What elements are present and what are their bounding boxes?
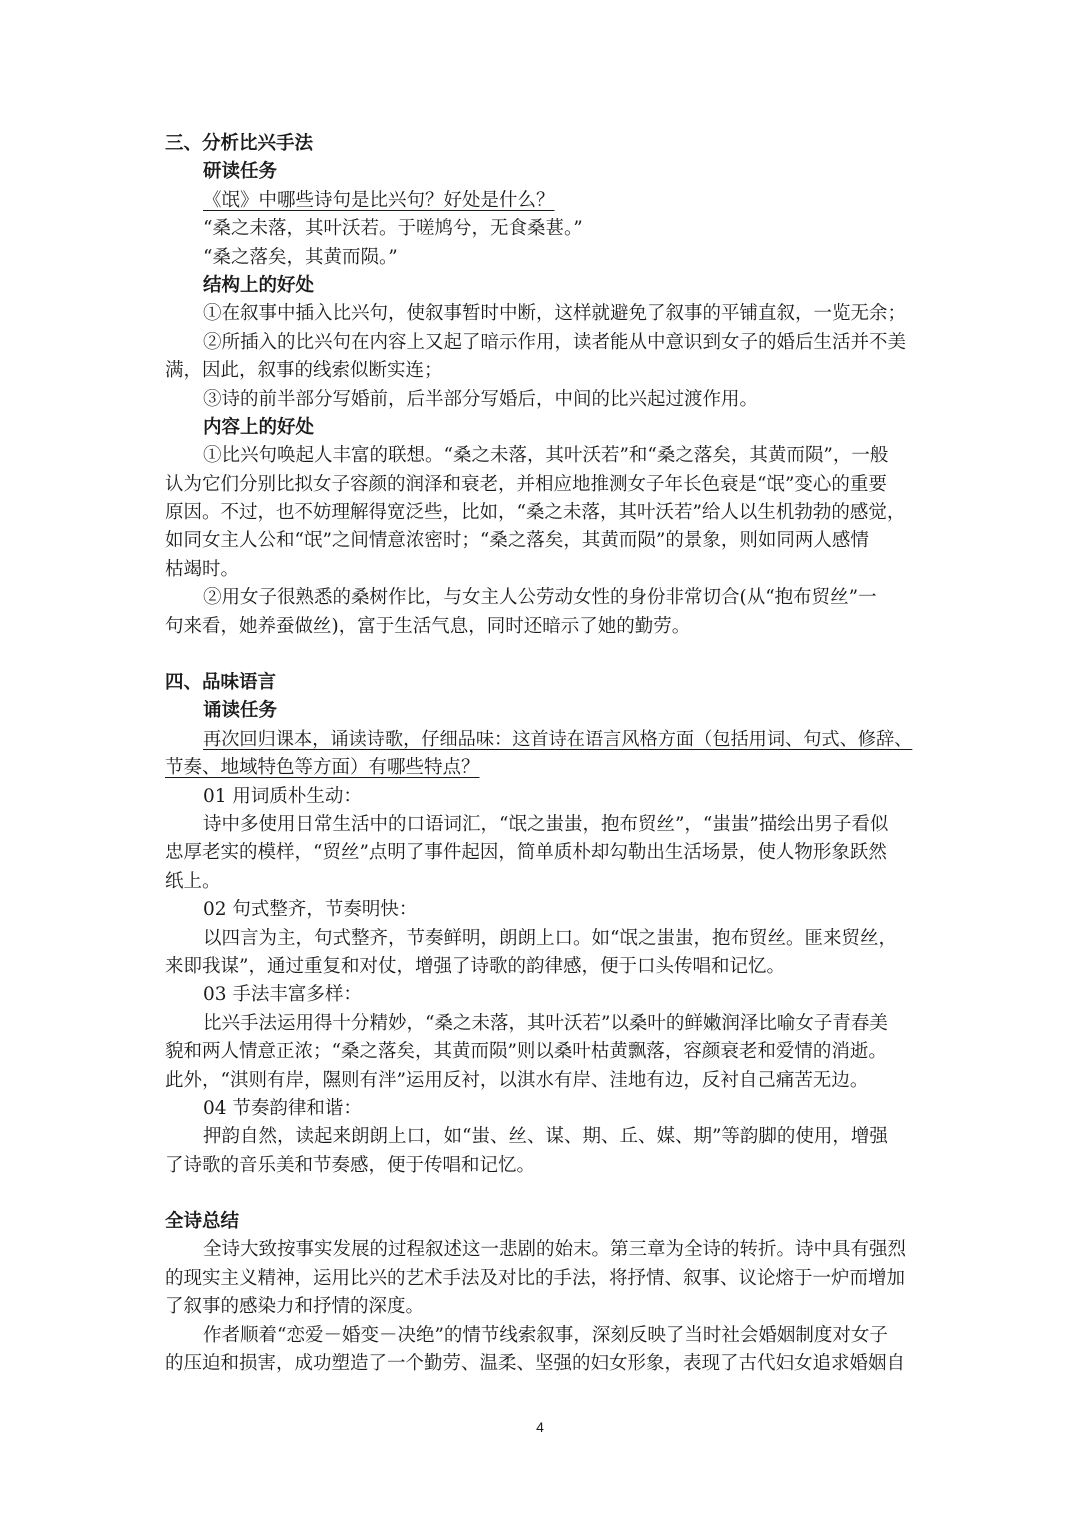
recite-task-question-text-1: 再次回归课本，诵读诗歌，仔细品味：这首诗在语言风格方面（包括用词、句式、修辞、 (203, 728, 913, 750)
study-task-question (165, 187, 917, 215)
point-1-title: 01 用词质朴生动： (203, 785, 362, 807)
structure-benefit-2-line-2: 满，因此，叙事的线索似断实连； (165, 360, 443, 382)
content-benefit-2-line-1: ②用女子很熟悉的桑树作比，与女主人公劳动女性的身份非常切合(从“抱布贸丝”一 (203, 587, 877, 609)
content-benefit-label: 内容上的好处 (203, 416, 315, 438)
quote-line-2: “桑之落矣，其黄而陨。” (203, 246, 398, 268)
structure-benefit-2-line-1: ②所插入的比兴句在内容上又起了暗示作用，读者能从中意识到女子的婚后生活并不美 (203, 331, 907, 353)
point-4-line-2: 了诗歌的音乐美和节奏感，便于传唱和记忆。 (165, 1154, 536, 1176)
recite-task-question-line-2 (165, 754, 917, 782)
summary-p1-line-3: 了叙事的感染力和抒情的深度。 (165, 1296, 425, 1318)
point-3-line-2: 貌和两人情意正浓；“桑之落矣，其黄而陨”则以桑叶枯黄飘落，容颜衰老和爱情的消逝。 (165, 1041, 887, 1063)
section-spacer (165, 1180, 917, 1208)
structure-benefit-1: ①在叙事中插入比兴句，使叙事暂时中断，这样就避免了叙事的平铺直叙，一览无余； (203, 303, 907, 325)
summary-p1-line-1: 全诗大致按事实发展的过程叙述这一悲剧的始末。第三章为全诗的转折。诗中具有强烈 (203, 1239, 907, 1261)
structure-benefit-3: ③诗的前半部分写婚前，后半部分写婚后，中间的比兴起过渡作用。 (203, 388, 759, 410)
point-3-line-1: 比兴手法运用得十分精妙，“桑之未落，其叶沃若”以桑叶的鲜嫩润泽比喻女子青春美 (203, 1012, 888, 1034)
section-3-heading: 三、分析比兴手法 (165, 133, 314, 154)
point-4-line-1: 押韵自然，读起来朗朗上口，如“蚩、丝、谋、期、丘、媒、期”等韵脚的使用，增强 (203, 1126, 888, 1148)
point-1-line-2: 忠厚老实的模样，“贸丝”点明了事件起因，简单质朴却勾勒出生活场景，使人物形象跃然 (165, 842, 887, 864)
content-benefit-2-line-2: 句来看，她养蚕做丝)，富于生活气息，同时还暗示了她的勤劳。 (165, 615, 691, 637)
summary-p1-line-2: 的现实主义精神，运用比兴的艺术手法及对比的手法，将抒情、叙事、议论熔于一炉而增加 (165, 1267, 906, 1289)
point-3-title: 03 手法丰富多样： (203, 984, 362, 1006)
content-benefit-1-line-1: ①比兴句唤起人丰富的联想。“桑之未落，其叶沃若”和“桑之落矣，其黄而陨”，一般 (203, 445, 889, 467)
content-benefit-1-line-2: 认为它们分别比拟女子容颜的润泽和衰老，并相应地推测女子年长色衰是“氓”变心的重要 (165, 473, 887, 495)
point-2-line-2: 来即我谋”，通过重复和对仗，增强了诗歌的韵律感，便于口头传唱和记忆。 (165, 955, 785, 977)
summary-p2-line-2: 的压迫和损害，成功塑造了一个勤劳、温柔、坚强的妇女形象，表现了古代妇女追求婚姻自 (165, 1353, 906, 1375)
content-benefit-1-line-4: 如同女主人公和“氓”之间情意浓密时；“桑之落矣，其黄而陨”的景象，则如同两人感情 (165, 530, 869, 552)
point-2-title: 02 句式整齐，节奏明快： (203, 899, 418, 921)
point-1-line-1: 诗中多使用日常生活中的口语词汇，“氓之蚩蚩，抱布贸丝”，“蚩蚩”描绘出男子看似 (203, 813, 889, 835)
recite-task-label: 诵读任务 (203, 700, 278, 722)
section-spacer (165, 641, 917, 669)
recite-task-question-text-2: 节奏、地域特色等方面）有哪些特点？ (165, 757, 480, 779)
document-page (165, 130, 917, 1378)
point-4-title: 04 节奏韵律和谐： (203, 1097, 362, 1119)
point-1-line-3: 纸上。 (165, 870, 221, 892)
point-2-line-1: 以四言为主，句式整齐，节奏鲜明，朗朗上口。如“氓之蚩蚩，抱布贸丝。匪来贸丝， (203, 927, 897, 949)
content-benefit-1-line-3: 原因。不过，也不妨理解得宽泛些，比如，“桑之未落，其叶沃若”给人以生机勃勃的感觉， (165, 502, 906, 524)
study-task-label: 研读任务 (203, 161, 278, 183)
summary-p2-line-1: 作者顺着“恋爱－婚变－决绝”的情节线索叙事，深刻反映了当时社会婚姻制度对女子 (203, 1324, 888, 1346)
content-benefit-1-line-5: 枯竭时。 (165, 558, 240, 580)
structure-benefit-label: 结构上的好处 (203, 274, 315, 296)
page-number: 4 (536, 1419, 544, 1435)
summary-heading: 全诗总结 (165, 1211, 240, 1233)
study-task-question-text: 《氓》中哪些诗句是比兴句？好处是什么？ (203, 189, 555, 211)
point-3-line-3: 此外，“淇则有岸，隰则有泮”运用反衬，以淇水有岸、洼地有边，反衬自己痛苦无边。 (165, 1069, 869, 1091)
quote-line-1: “桑之未落，其叶沃若。于嗟鸠兮，无食桑葚。” (203, 218, 583, 240)
section-4-heading: 四、品味语言 (165, 672, 277, 694)
recite-task-question-line-1 (165, 726, 917, 754)
